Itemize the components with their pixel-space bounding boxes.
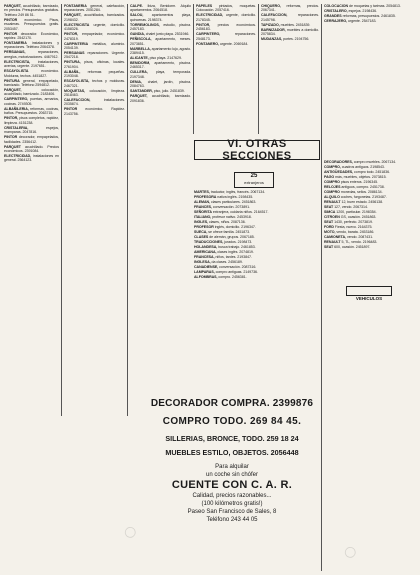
classified-ad: PEÑISCOLA, apartamento, meses. 2073851.	[130, 37, 191, 46]
rental-tagline: Calidad, precios razonables...	[192, 493, 272, 499]
classified-ad: ESCAYOLISTA, techos y molduras. 2467321.	[64, 79, 125, 88]
classified-ad: PINTOR, precios económicos. 2456183.	[196, 22, 256, 32]
classified-ad: INGLES, clases, niños. 2087136.	[194, 220, 246, 224]
classified-ad: PINTOR económico. Rapidez. 2143756.	[64, 107, 125, 116]
classified-ad: DENIA, chalet, jardín, piscina. 2084763.	[130, 79, 191, 89]
classified-ad: ESCAYOLISTA económico. Molduras, techos. 4451827.	[4, 69, 59, 78]
category-number: 25	[250, 173, 258, 179]
vehicles-box	[346, 286, 392, 301]
classified-ad: ELECTRICIDAD, urgente, domicilio. 2178345.	[196, 13, 256, 22]
classified-ad: ELECTRICISTA, instalaciones, averías, urgente. 2197651.	[4, 59, 59, 69]
classified-column-1	[4, 4, 59, 516]
classified-ad: PARQUET, acuchillados, barnizados. 2198432.	[64, 13, 125, 22]
classified-ad: SUECA, se ofrece familia. 2451873.	[194, 230, 251, 234]
classified-ad: FRANCESA, niños, tardes. 2193847.	[194, 255, 252, 259]
classified-ad: PARQUET, colocación, acuchillado, barnizado. 2183406.	[4, 88, 59, 97]
classified-ad: CLASES de alemán, grupos. 2067185.	[194, 235, 255, 239]
classified-column-right	[324, 160, 414, 560]
column-rule	[258, 4, 259, 134]
classified-ad: COMPRO monedas, sellos. 2086134.	[324, 190, 383, 194]
rental-offer: (100 kilómetros gratis!)	[201, 501, 263, 507]
classified-ad: FRANCES, conversación. 2073891.	[194, 205, 250, 209]
classified-ad: ALICANTE, piso playa. 2147629.	[130, 56, 182, 61]
classified-ad: TAPIZADO, muebles. 2451839.	[261, 22, 311, 27]
classified-ad: GANDIA, chalet junto playa. 2531946.	[130, 32, 190, 37]
rental-phone: Teléfono 243 44 05	[206, 517, 258, 523]
classified-ad: INGLESA, da clases. 2456189.	[194, 260, 243, 264]
classified-ad: FONTANERIA instalaciones y reparaciones. Teléfono 2064378.	[4, 41, 59, 50]
classified-ad: CRISTALERIA, espejos, mamparas. 2047816.	[4, 125, 59, 135]
classified-ad: MUDANZAS, portes. 2194756.	[261, 37, 310, 42]
rental-brand: CUENTE CON C. A. R.	[171, 479, 293, 491]
classified-ad: CANADIENSE, conversación. 2087316.	[194, 265, 257, 269]
classified-ad: ALEMAN, clases particulares. 2451863.	[194, 200, 257, 204]
classified-ad: SALOU, apartamentos playa, quincenas. 2198374.	[130, 13, 191, 22]
classified-ad: RENAULT 12, buen estado. 2456138.	[324, 200, 384, 204]
classified-ad: MARTES, traductor, inglés, francés. 2067134.	[194, 190, 266, 194]
classified-column-4	[196, 4, 256, 132]
car-rental-ad	[144, 464, 320, 562]
classified-ad: CALEFACCION, instalaciones. 2035874.	[64, 98, 125, 107]
classified-ad: PINTOR, empapelador, económico. 2478319.	[64, 32, 125, 41]
classified-ad: LAMPARAS, compro antiguas. 2149736.	[194, 270, 258, 274]
classified-ad: COMPRO, cuadros antiguos. 2198543.	[324, 165, 385, 169]
classified-ad: CAMIONETA, vendo. 2087431.	[324, 235, 373, 239]
ad-compro-todo: COMPRO TODO. 269 84 45.	[162, 416, 302, 427]
ad-decorador: DECORADOR COMPRA. 2399876	[150, 398, 314, 409]
classified-ad: PARQUET acuchillado. Precios económicos. 2391084.	[4, 144, 59, 153]
classified-ad: SEÑORITA extranjera, cuidaría niños. 2164517.	[194, 210, 269, 214]
classified-ad: CERRAJERO, urgente. 2547183.	[324, 19, 377, 23]
classified-ad: PROFESOR inglés, domicilio. 2196347.	[194, 225, 256, 229]
classified-ad: ELECTRICIDAD, instalaciones en general. 2564123.	[4, 153, 59, 163]
classified-ad: PROFESORA nativa inglés. 2198435.	[194, 195, 254, 199]
column-rule	[321, 4, 322, 571]
classified-ad: DECORADORES, compro muebles. 2067134.	[324, 160, 397, 164]
classified-ad: ALQUILO coches, furgonetas. 2193487.	[324, 195, 387, 199]
classified-ad: MOTO, vendo, barata. 2453186.	[324, 230, 375, 234]
classifieds-page	[4, 4, 416, 571]
classified-ad: PAPELES pintados, moquetas. Colocación. 2057416.	[196, 4, 256, 13]
classified-ad: CHIQUERO, reformas, precios. 2067341.	[261, 4, 319, 13]
classified-ad: FORD Fiesta, nuevo. 2164375.	[324, 225, 373, 229]
classified-ad: ALBAÑILERIA, reformas, cocinas, baños. Presupuestos. 2063715.	[4, 106, 59, 116]
column-rule	[127, 4, 128, 416]
classified-ad: SIMCA 1200, particular. 2198354.	[324, 210, 377, 214]
classified-ad: PINTURA, pisos, oficinas, locales. 2761904.	[64, 60, 125, 69]
classified-ad: FONTANERIA general, calefacción, reparaciones. 2051284.	[64, 4, 125, 13]
classified-ad: COLOCACION de moquetas y tarimas. 2054813.	[324, 4, 401, 8]
stamp-mark: ○	[121, 522, 139, 542]
rental-address: Paseo San Francisco de Sales, 8	[187, 509, 277, 515]
classified-ad: CARPINTERO, puertas, armarios, cocinas. 2749305.	[4, 97, 59, 106]
classified-ad: BENIDORM, apartamento, piscina. 2465317.	[130, 61, 191, 70]
classified-ad: PINTOR decorador. Económico, rapidez. 2542170.	[4, 31, 59, 41]
category-box	[234, 172, 274, 188]
classified-ad: CITROEN GS, ocasión. 2451863.	[324, 215, 377, 219]
classified-ad: CRISTALERO, espejos. 2198436.	[324, 9, 378, 13]
column-rule	[193, 4, 194, 134]
classified-ad: CALPE. Ibiza, Benidorm. Alquilo apartamentos. 2064518.	[130, 4, 191, 13]
classified-ad: TRADUCCIONES, jurados. 2198473.	[194, 240, 253, 244]
classified-ad: CARPINTERO, reparaciones. 2548173.	[196, 32, 256, 41]
category-label: extranjeros	[244, 180, 264, 185]
classified-ad: SEAT 1430, perfecto. 2073819.	[324, 220, 373, 224]
rental-subtitle: un coche sin chófer	[205, 472, 259, 478]
classified-column-5	[261, 4, 319, 132]
classified-ad: ALBAÑIL, reformas pequeñas. 2193048.	[64, 69, 125, 79]
classified-ad: FONTANERO, urgente. 2069184.	[196, 41, 249, 46]
classified-ad: COMPRO pisos enteros. 2196345.	[324, 180, 379, 184]
classified-ad: ITALIANO, profesor nativo. 2453918.	[194, 215, 252, 219]
classified-ad: ELECTRICISTA urgente, domicilio. 4158326.	[64, 22, 125, 32]
classified-ad: TORREMOLINOS, estudio, piscina. 2457183.	[130, 22, 191, 32]
classified-ad: PINTURA general, empapelado, barnizado. Teléfono 2594812.	[4, 78, 59, 88]
ad-sillerias: SILLERIAS, BRONCE, TODO. 259 18 24	[165, 434, 299, 443]
classified-column-2	[64, 4, 125, 414]
classified-ad: ANTIGÜEDADES, compro todo. 2451836.	[324, 170, 390, 174]
classified-ad: MARBELLA, apartamento lujo, agosto. 2389415.	[130, 46, 191, 56]
classified-column-mid	[194, 190, 318, 330]
classified-ad: GRANDES reformas, presupuestos. 2461835.	[324, 14, 396, 18]
section-title: VI. OTRAS SECCIONES	[222, 138, 292, 162]
classified-ad: PERSIANAS reparaciones. Urgente. 2547218.	[64, 51, 125, 60]
rental-title: Para alquilar	[215, 464, 249, 470]
classified-ad: CARPINTERIA metálica, aluminio. 2054139.	[64, 41, 125, 51]
classified-ad: SANTANDER, piso, julio. 2451839.	[130, 89, 185, 94]
classified-ad: SEAT 127, vendo. 2067314.	[324, 205, 368, 209]
ad-muebles: MUEBLES ESTILO, OBJETOS. 2056448	[165, 448, 299, 457]
classified-ad: MOQUETAS, colocación, limpieza. 2518463.	[64, 88, 125, 98]
classified-ad: AMERICANA, clases inglés. 2074819.	[194, 250, 254, 254]
classified-ad: CULLERA, playa, temporada. 2197348.	[130, 70, 191, 79]
classified-ad: BARNIZADOR, muebles a domicilio. 2075834.	[261, 27, 319, 37]
classified-ad: PINTOR, pisos completos, rapidez, limpieza. 4151238.	[4, 116, 59, 125]
classified-ad: SEAT 600, ocasión. 2451897.	[324, 245, 371, 249]
classified-column-6	[324, 4, 414, 132]
classified-ad: PARQUET, acuchillado, barnizado, en precios. Presupuestos gratuitos. Teléfono 249 86 51.	[4, 4, 59, 17]
vehicles-label: VEHICULOS	[355, 296, 383, 301]
classified-ad: RENAULT 5, TL, vendo. 2196483.	[324, 240, 378, 244]
classified-ad: PAGO más, muebles, objetos. 2073815.	[324, 175, 387, 179]
column-rule	[61, 4, 62, 416]
classified-ad: HOLANDESA, busca trabajo. 2461853.	[194, 245, 256, 249]
stamp-mark: ○	[341, 542, 359, 562]
classified-ad: PARQUET, acuchillado, barnizado. 2091836.	[130, 94, 191, 103]
classified-ad: RELOJES antiguos, compro. 2451738.	[324, 185, 385, 189]
classified-ad: PINTOR económico. Pisos, escaleras. Presupuestos gratis. 2053457.	[4, 17, 59, 31]
classified-ad: CALEFACCION, reparaciones. 2145798.	[261, 13, 319, 22]
classified-column-3	[130, 4, 191, 414]
classified-ad: ALFOMBRAS, compro. 2456381.	[194, 275, 247, 279]
section-header	[194, 140, 320, 160]
classified-ad: PINTOR decorador, empapelados, facilidades. 2356412.	[4, 135, 59, 144]
classified-ad: PERSIANAS, reparaciones, arreglos, motorizaciones. 4467912.	[4, 50, 59, 59]
